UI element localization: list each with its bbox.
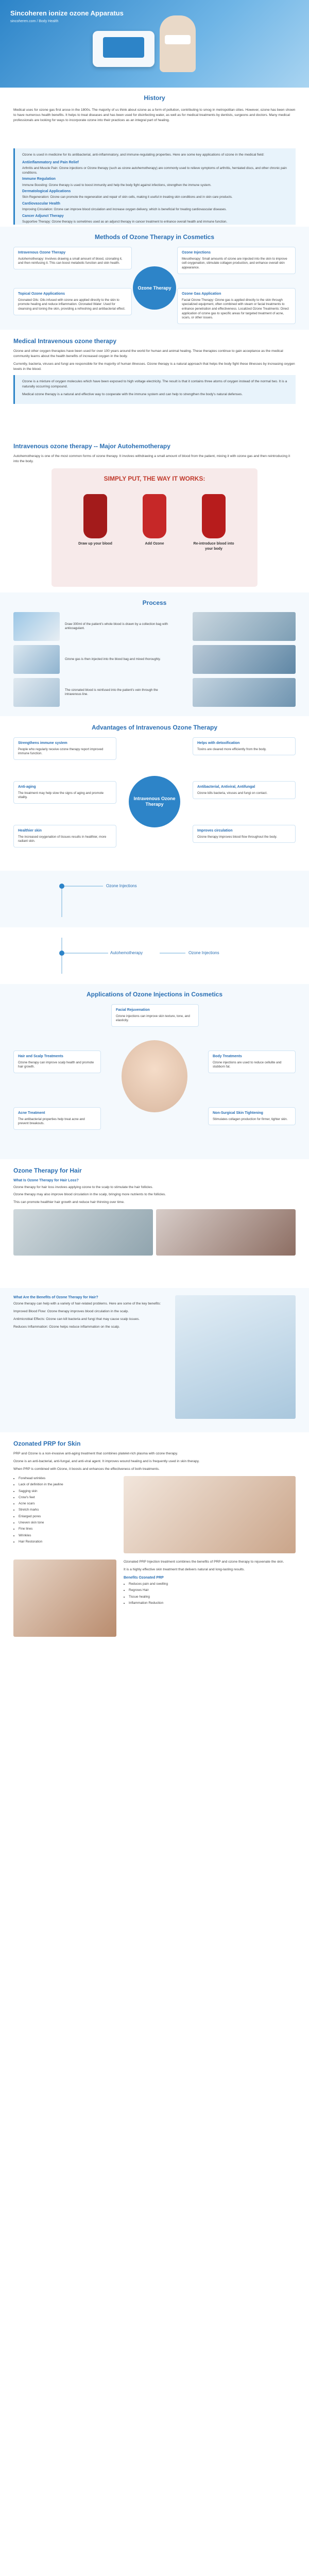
- hair-para: This can promote healthier hair growth and reduce hair thinning over time.: [13, 1200, 125, 1205]
- medical-para: Currently, bacteria, viruses and fungi are responsible for the majority of human illnesses. Ozone therapy is a natural approach that helps the body fight these illnesses by increasing oxygen levels in the blood.: [13, 362, 295, 371]
- flow-section-1: [0, 871, 309, 927]
- prp-para: When PRP is combined with Ozone, it boosts and enhances the effectiveness of both treatments.: [13, 1467, 160, 1471]
- advantages-center: Intravenous Ozone Therapy: [129, 776, 180, 827]
- cosmetic-card: Body Treatments Ozone injections are used to reduce cellulite and stubborn fat.: [208, 1050, 296, 1073]
- prp-para: PRP and Ozone is a non-invasive anti-aging treatment that combines platelet-rich plasma with ozone therapy.: [13, 1452, 178, 1456]
- hero-title: Sincoheren ionize ozone Apparatus: [10, 9, 124, 17]
- flow-label: Ozone Injections: [188, 951, 219, 955]
- process-photo: [13, 645, 60, 674]
- methods-heading: Methods of Ozone Therapy in Cosmetics: [94, 233, 215, 241]
- autohemo-heading: Intravenous ozone therapy -- Major Autohemotherapy: [13, 443, 170, 450]
- cosmetics-heading: Applications of Ozone Injections in Cosmetics: [86, 991, 223, 998]
- step-item: Re-introduce blood into your body: [191, 494, 237, 552]
- prp-section: [0, 1432, 309, 1748]
- advantage-card: Helps with detoxification Toxins are cleared more efficiently from the body.: [193, 737, 296, 755]
- methods-center: Ozone Therapy: [133, 266, 176, 310]
- hero: [0, 0, 309, 88]
- benefits-section: [0, 1288, 309, 1432]
- list-item: • Tissue healing: [129, 1595, 296, 1599]
- flow-label: Ozone Injections: [106, 884, 137, 888]
- hair-photo: [156, 1209, 296, 1256]
- benefits-heading: What Are the Benefits of Ozone Therapy for Hair?: [13, 1296, 98, 1299]
- benefits-para: Reduces Inflammation: Ozone helps reduce inflammation on the scalp.: [13, 1325, 120, 1329]
- method-card: Topical Ozone Applications Ozonated Oils: Oils infused with ozone are applied directly to the skin to promote healing and reduce inflammation. Ozonated Water: Used for cleansing and toning the skin, providing a refreshing and antibacterial effect.: [13, 288, 132, 315]
- hair-heading: Ozone Therapy for Hair: [13, 1167, 82, 1174]
- list-item: • Uneven skin tone: [19, 1520, 116, 1525]
- ozone-bag-icon: [143, 494, 166, 538]
- flow-label: Autohemotherapy: [110, 951, 143, 955]
- benefits-para: Ozone therapy can help with a variety of hair-related problems. Here are some of the key benefits:: [13, 1302, 161, 1306]
- hero-subtitle: sincoheren.com / Body Health: [10, 19, 59, 23]
- advantage-card: Anti-aging The treatment may help slow the signs of aging and promote vitality.: [13, 781, 116, 803]
- medical-para: Ozone is a mixture of oxygen molecules which have been exposed to high voltage electricity. The result is that it contains three atoms of oxygen instead of the normal two. It is a naturally occurring compound.: [22, 379, 287, 388]
- flow-diagram: [0, 871, 309, 927]
- prp-photo: [124, 1476, 296, 1553]
- process-photo: [13, 678, 60, 707]
- hair-para: Ozone therapy for hair loss involves applying ozone to the scalp to stimulate the hair follicles.: [13, 1185, 153, 1189]
- process-photo: [193, 645, 296, 674]
- list-item: • Regrows Hair: [129, 1588, 296, 1592]
- prp-para: Ozone is an anti-bacterial, anti-fungal, and anti-viral agent. It improves wound healing and is frequently used in skin therapy.: [13, 1460, 200, 1464]
- list-item: • Sagging skin: [19, 1489, 116, 1494]
- prp-para: Ozonated PRP Injection treatment combines the benefits of PRP and ozone therapy to rejuvenate the skin.: [124, 1560, 284, 1564]
- list-item: • Acne scars: [19, 1501, 116, 1506]
- reinfuse-icon: [202, 494, 226, 538]
- cosmetics-section: [0, 984, 309, 1159]
- list-item: • Stretch marks: [19, 1507, 116, 1512]
- list-item: Dermatological Applications Skin Regeneration: Ozone can promote the regeneration and repair of skin cells, making it useful in treating skin conditions and in skin care products.: [22, 190, 233, 199]
- intro-list: [22, 160, 288, 225]
- hair-photo: [13, 1209, 153, 1256]
- cosmetic-card: Hair and Scalp Treatments Ozone therapy can improve scalp health and promote hair growth.: [13, 1050, 101, 1073]
- process-step: Draw 300ml of the patient's whole blood is drawn by a collection bag with anticoagulant.: [13, 612, 296, 641]
- cosmetic-card: Facial Rejuvenation Ozone injections can improve skin texture, tone, and elasticity.: [111, 1004, 199, 1026]
- list-item: Antiinflammatory and Pain Relief Arthritis and Muscle Pain: Ozone injections or Ozone therapy (such as ozone autohemotherapy) are commonly used to relieve symptoms of arthritis, herniated discs, and other chronic pain conditions.: [22, 160, 287, 175]
- benefits-para: Improved Blood Flow: Ozone therapy improves blood circulation in the scalp.: [13, 1310, 129, 1314]
- process-photo: [193, 678, 296, 707]
- prp-list: [13, 1476, 116, 1544]
- advantage-card: Healthier skin The increased oxygenation of tissues results in healthier, more radiant skin.: [13, 825, 116, 847]
- hair-question: What Is Ozone Therapy for Hair Loss?: [13, 1179, 79, 1183]
- advantages-section: [0, 716, 309, 871]
- medical-para: Ozone and other oxygen therapies have been used for over 100 years around the world for human and animal healing. These therapies continue to gain acceptance as the medical community learns about the health benefits of increased oxygen in the body.: [13, 349, 283, 359]
- hair-para: Ozone therapy may also improve blood circulation in the scalp, bringing more nutrients to the follicles.: [13, 1193, 166, 1197]
- list-item: Immune Regulation Immune Boosting: Ozone therapy is used to boost immunity and help the body fight against infections, strengthen the immune system.: [22, 177, 212, 187]
- how-it-works-banner: SIMPLY PUT, THE WAY IT WORKS:: [104, 475, 205, 483]
- list-item: • Wrinkles: [19, 1533, 116, 1538]
- method-card: Intravenous Ozone Therapy Autohemotherapy: Involves drawing a small amount of blood, ozonating it, and then reinfusing it. This can boost metabolic function and skin health.: [13, 247, 132, 269]
- prp-heading: Ozonated PRP for Skin: [13, 1440, 81, 1447]
- process-section: [0, 592, 309, 716]
- list-item: • Enlarged pores: [19, 1514, 116, 1519]
- method-card: Ozone Gas Application Facial Ozone Therapy: Ozone gas is applied directly to the skin through specialized equipment, often combined with steam or facial treatments to enhance penetration and effectiveness. Localized Ozone Treatments: Direct application of ozone gas to specific areas for targeted treatment of acne, scars, or other issues.: [177, 288, 296, 324]
- medical-section: [0, 330, 309, 438]
- list-item: • Crow's feet: [19, 1495, 116, 1500]
- benefits-para: Antimicrobial Effects: Ozone can kill bacteria and fungi that may cause scalp issues.: [13, 1317, 140, 1321]
- method-card: Ozone Injections Mesotherapy: Small amounts of ozone are injected into the skin to improve cell oxygenation, stimulate collagen production, and enhance overall skin appearance.: [177, 247, 296, 274]
- hair-section: [0, 1159, 309, 1288]
- medical-heading: Medical Intravenous ozone therapy: [13, 337, 117, 345]
- process-step: The ozonated blood is reinfused into the patient's vein through the intravenous line.: [13, 677, 296, 707]
- advantage-card: Antibacterial, Antiviral, Antifungal Ozone kills bacteria, viruses and fungi on contact.: [193, 781, 296, 799]
- cosmetic-card: Non-Surgical Skin Tightening Stimulates collagen production for firmer, tighter skin.: [208, 1107, 296, 1125]
- step-item: Add Ozone: [131, 494, 178, 552]
- list-item: Cardiovascular Health Improving Circulation: Ozone can improve blood circulation and increase oxygen delivery, which is beneficial for treating cardiovascular diseases.: [22, 202, 227, 212]
- medical-para: Medical ozone therapy is a natural and effective way to cooperate with the immune system and can help to strengthen the body's natural defenses.: [22, 392, 243, 396]
- list-item: • Fine lines: [19, 1527, 116, 1531]
- prp-para: It is a highly effective skin treatment that delivers natural and long-lasting results.: [124, 1567, 245, 1571]
- flow-diagram: [0, 927, 309, 984]
- autohemo-section: [0, 438, 309, 592]
- history-heading: History: [144, 94, 165, 101]
- intro-section: [0, 144, 309, 227]
- history-section: [0, 88, 309, 144]
- flow-section-2: [0, 927, 309, 984]
- hair-photo-row: [13, 1209, 296, 1256]
- intro-text: Ozone is used in medicine for its antibacterial, anti-inflammatory, and immune-regulating properties. Here are some key applications of ozone in the medical field:: [22, 153, 265, 157]
- history-text: Medical uses for ozone gas first arose in the 1800s. The majority of us think about ozone as a form of pollution, contributing to smog in metropolitan cities. However, ozone has been shown to have numerous health benefits. It helps to treat diseases and has been used for disinfecting water, as well as for medical treatments by dentists, surgeons and doctors. Many medical professionals are looking for ways to incorporate ozone into their practices as an integral part of healing.: [13, 108, 296, 123]
- list-item: • Inflammation Reduction: [129, 1601, 296, 1605]
- benefits-photo: [175, 1295, 296, 1419]
- face-photo: [122, 1040, 187, 1112]
- process-step: Ozone gas is then injected into the blood bag and mixed thoroughly.: [13, 645, 296, 674]
- methods-section: [0, 227, 309, 330]
- how-it-works-panel: [52, 468, 258, 587]
- advantage-card: Improves circulation Ozone therapy improves blood flow throughout the body.: [193, 825, 296, 843]
- list-item: • Hair Restoration: [19, 1539, 116, 1544]
- prp-benefits-list: [124, 1582, 296, 1605]
- process-photo: [193, 612, 296, 641]
- process-photo: [13, 612, 60, 641]
- step-item: Draw up your blood: [72, 494, 118, 552]
- advantage-card: Strengthens immune system People who regularly receive ozone therapy report improved immune function.: [13, 737, 116, 759]
- list-item: Cancer Adjunct Therapy Supportive Therapy: Ozone therapy is sometimes used as an adjunct therapy in cancer treatment to enhance overall health and immune function.: [22, 214, 228, 224]
- list-item: • Forehead wrinkles: [19, 1476, 116, 1481]
- prp-photo: [13, 1560, 116, 1637]
- prp-benefits-title: Benefits Ozonated PRP: [124, 1575, 164, 1580]
- advantages-heading: Advantages of Intravenous Ozone Therapy: [91, 724, 218, 731]
- autohemo-text: Autohemotherapy is one of the most common forms of ozone therapy. It involves withdrawing a small amount of blood from the patient, mixing it with ozone gas and then reintroducing it into the body.: [13, 454, 290, 464]
- process-heading: Process: [142, 599, 167, 606]
- blood-bag-icon: [83, 494, 107, 538]
- list-item: • Reduces pain and swelling: [129, 1582, 296, 1586]
- list-item: • Lack of definition in the jawline: [19, 1482, 116, 1487]
- cosmetic-card: Acne Treatment The antibacterial properties help treat acne and prevent breakouts.: [13, 1107, 101, 1129]
